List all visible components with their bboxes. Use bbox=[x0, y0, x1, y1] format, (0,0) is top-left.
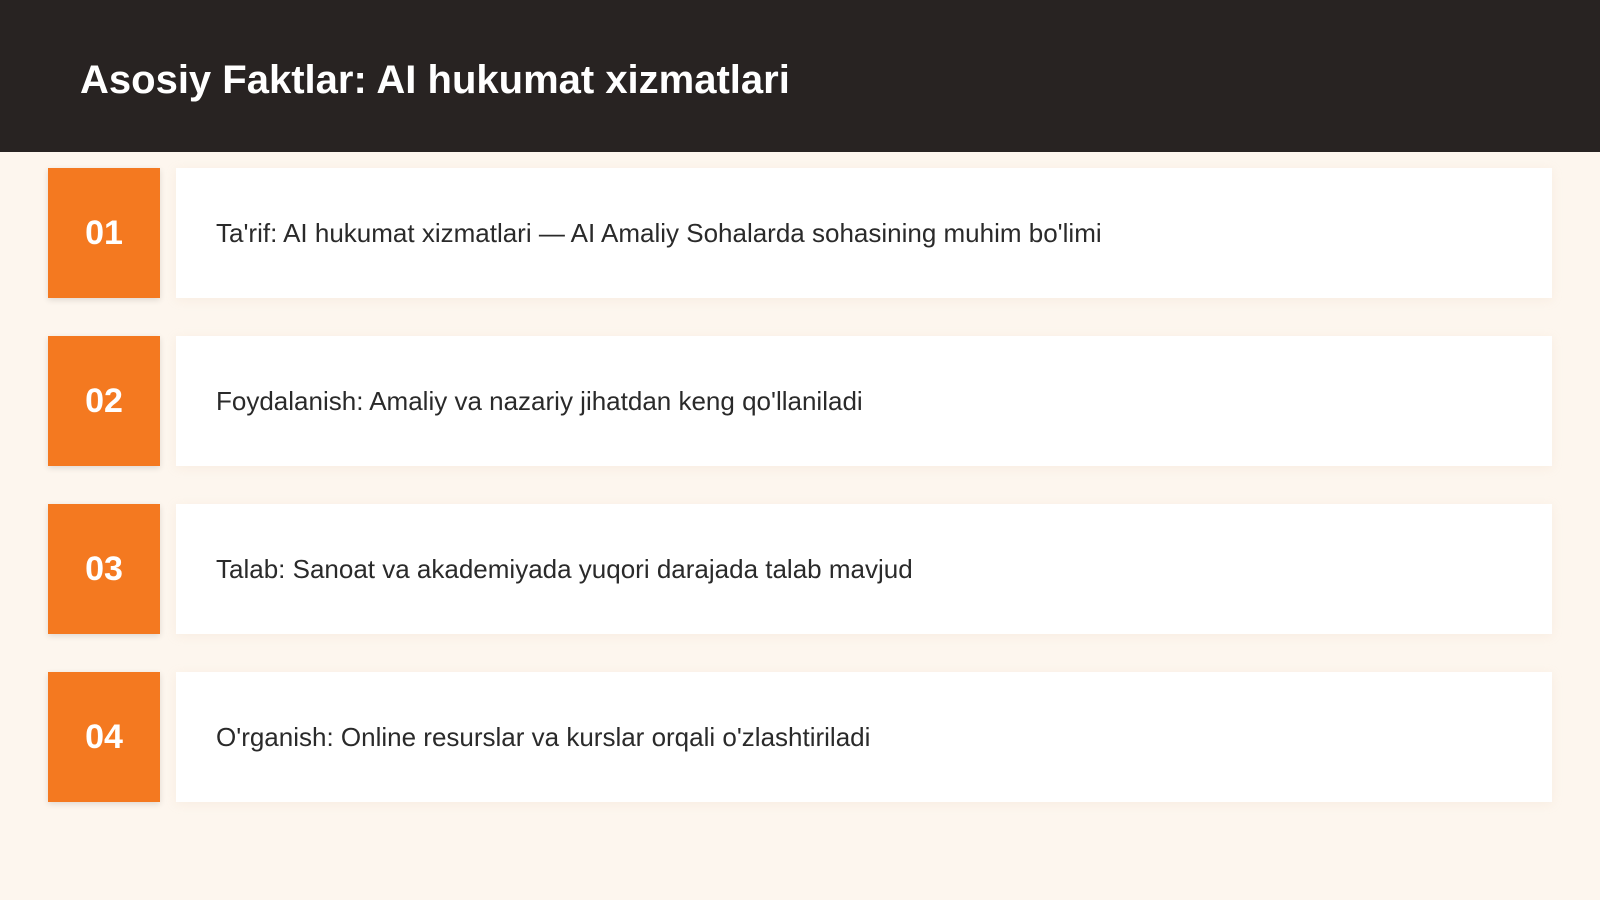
fact-item bbox=[48, 168, 1552, 298]
fact-number-badge bbox=[48, 672, 160, 802]
fact-number-badge bbox=[48, 336, 160, 466]
fact-card bbox=[176, 168, 1552, 298]
fact-text: Foydalanish: Amaliy va nazariy jihatdan keng qo'llaniladi bbox=[216, 385, 863, 416]
fact-number-badge bbox=[48, 168, 160, 298]
fact-card bbox=[176, 504, 1552, 634]
fact-text: Ta'rif: AI hukumat xizmatlari — AI Amaliy Sohalarda sohasining muhim bo'limi bbox=[216, 217, 1102, 248]
fact-item bbox=[48, 336, 1552, 466]
fact-number: 03 bbox=[85, 550, 123, 588]
fact-card bbox=[176, 336, 1552, 466]
fact-number: 04 bbox=[85, 718, 123, 756]
fact-card bbox=[176, 672, 1552, 802]
fact-text: Talab: Sanoat va akademiyada yuqori darajada talab mavjud bbox=[216, 553, 913, 584]
facts-list bbox=[48, 168, 1552, 840]
fact-text: O'rganish: Online resurslar va kurslar orqali o'zlashtiriladi bbox=[216, 721, 871, 752]
fact-item bbox=[48, 672, 1552, 802]
page-title: Asosiy Faktlar: AI hukumat xizmatlari bbox=[80, 58, 790, 102]
fact-item bbox=[48, 504, 1552, 634]
fact-number-badge bbox=[48, 504, 160, 634]
fact-number: 02 bbox=[85, 382, 123, 420]
header-bar bbox=[0, 0, 1600, 152]
fact-number: 01 bbox=[85, 214, 123, 252]
